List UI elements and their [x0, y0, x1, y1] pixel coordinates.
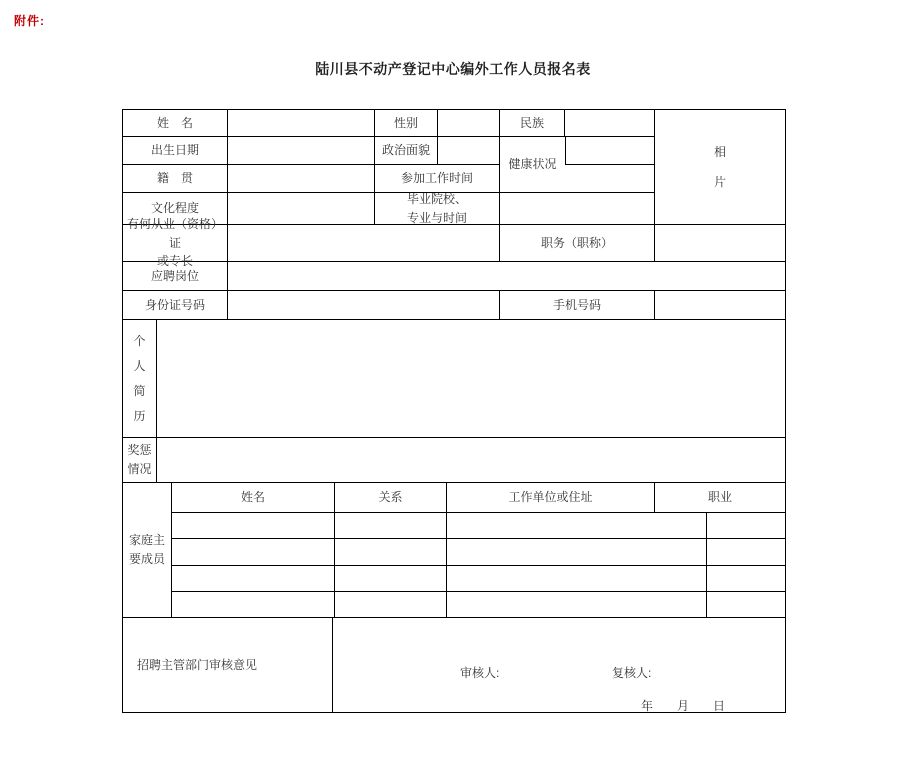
id-number-label: 身份证号码 — [123, 291, 228, 320]
birth-date-field[interactable] — [228, 137, 375, 165]
rewards-field[interactable] — [157, 438, 785, 483]
graduation-label — [375, 193, 500, 225]
education-label: 文化程度 — [123, 193, 228, 225]
qualification-field[interactable] — [228, 225, 500, 262]
family-row3-occupation-cell[interactable] — [707, 566, 785, 592]
family-row2-name-cell[interactable] — [172, 539, 335, 566]
photo-label-char1: 相 — [713, 145, 726, 159]
gender-label: 性别 — [375, 110, 438, 137]
date-label: 年 月 日 — [641, 699, 726, 713]
graduation-label-line2: 专业与时间 — [406, 210, 467, 225]
health-label: 健康状况 — [500, 137, 565, 193]
resume-label-char4: 历 — [133, 409, 146, 423]
family-header-relation: 关系 — [335, 483, 447, 513]
review-signature-area[interactable] — [333, 618, 785, 712]
resume-label-char1: 个 — [133, 334, 146, 348]
ethnicity-field[interactable] — [565, 110, 655, 137]
family-label-line1: 家庭主 — [128, 533, 165, 548]
education-field[interactable] — [228, 193, 375, 225]
rewards-label-line2: 情况 — [127, 462, 152, 476]
page-title: 陆川县不动产登记中心编外工作人员报名表 — [315, 61, 591, 77]
family-row2-relation-cell[interactable] — [335, 539, 447, 566]
qualification-label-line1: 有何从业（资格）证 — [126, 217, 223, 250]
family-row4-occupation-cell[interactable] — [707, 592, 785, 618]
family-row3-workplace-cell[interactable] — [447, 566, 707, 592]
reviewer-label: 审核人: — [460, 666, 500, 680]
native-place-label: 籍 贯 — [123, 165, 228, 193]
attachment-label: 附件: — [14, 14, 45, 28]
family-row4-name-cell[interactable] — [172, 592, 335, 618]
graduation-field[interactable] — [500, 193, 655, 225]
political-status-field[interactable] — [438, 137, 500, 165]
family-header-workplace: 工作单位或住址 — [447, 483, 655, 513]
family-row4-relation-cell[interactable] — [335, 592, 447, 618]
position-title-label: 职务（职称） — [500, 225, 655, 262]
birth-date-label: 出生日期 — [123, 137, 228, 165]
mobile-label: 手机号码 — [500, 291, 655, 320]
family-row1-occupation-cell[interactable] — [707, 513, 785, 539]
work-start-time-label: 参加工作时间 — [375, 165, 500, 193]
native-place-field[interactable] — [228, 165, 375, 193]
resume-field[interactable] — [157, 320, 785, 438]
family-row2-workplace-cell[interactable] — [447, 539, 707, 566]
work-start-time-field[interactable] — [565, 165, 655, 193]
review-opinion-label: 招聘主管部门审核意见 — [123, 618, 333, 712]
qualification-label-line2: 或专长 — [156, 254, 193, 269]
applied-position-label: 应聘岗位 — [123, 262, 228, 291]
family-label-line2: 要成员 — [128, 552, 165, 566]
health-field[interactable] — [565, 137, 655, 165]
family-row1-workplace-cell[interactable] — [447, 513, 707, 539]
gender-field[interactable] — [438, 110, 500, 137]
family-row2-occupation-cell[interactable] — [707, 539, 785, 566]
family-header-occupation: 职业 — [655, 483, 785, 513]
graduation-label-line1: 毕业院校、 — [406, 191, 467, 206]
family-row4-workplace-cell[interactable] — [447, 592, 707, 618]
mobile-field[interactable] — [655, 291, 785, 320]
photo-area[interactable] — [655, 110, 785, 225]
id-number-field[interactable] — [228, 291, 500, 320]
rewards-label — [123, 438, 157, 483]
family-row1-relation-cell[interactable] — [335, 513, 447, 539]
applied-position-field[interactable] — [228, 262, 785, 291]
resume-label — [123, 320, 157, 438]
qualification-label — [123, 217, 228, 269]
rechecker-label: 复核人: — [612, 666, 652, 680]
position-title-field[interactable] — [655, 225, 785, 262]
rewards-label-line1: 奖惩 — [127, 443, 152, 458]
family-row3-relation-cell[interactable] — [335, 566, 447, 592]
family-label — [123, 483, 172, 618]
application-form-table — [122, 109, 786, 713]
name-field[interactable] — [228, 110, 375, 137]
political-status-label: 政治面貌 — [375, 137, 438, 165]
resume-label-char2: 人 — [133, 359, 146, 373]
name-label: 姓 名 — [123, 110, 228, 137]
resume-label-char3: 简 — [133, 384, 146, 398]
family-row3-name-cell[interactable] — [172, 566, 335, 592]
family-header-name: 姓名 — [172, 483, 335, 513]
family-row1-name-cell[interactable] — [172, 513, 335, 539]
ethnicity-label: 民族 — [500, 110, 565, 137]
photo-label-char2: 片 — [713, 175, 726, 189]
